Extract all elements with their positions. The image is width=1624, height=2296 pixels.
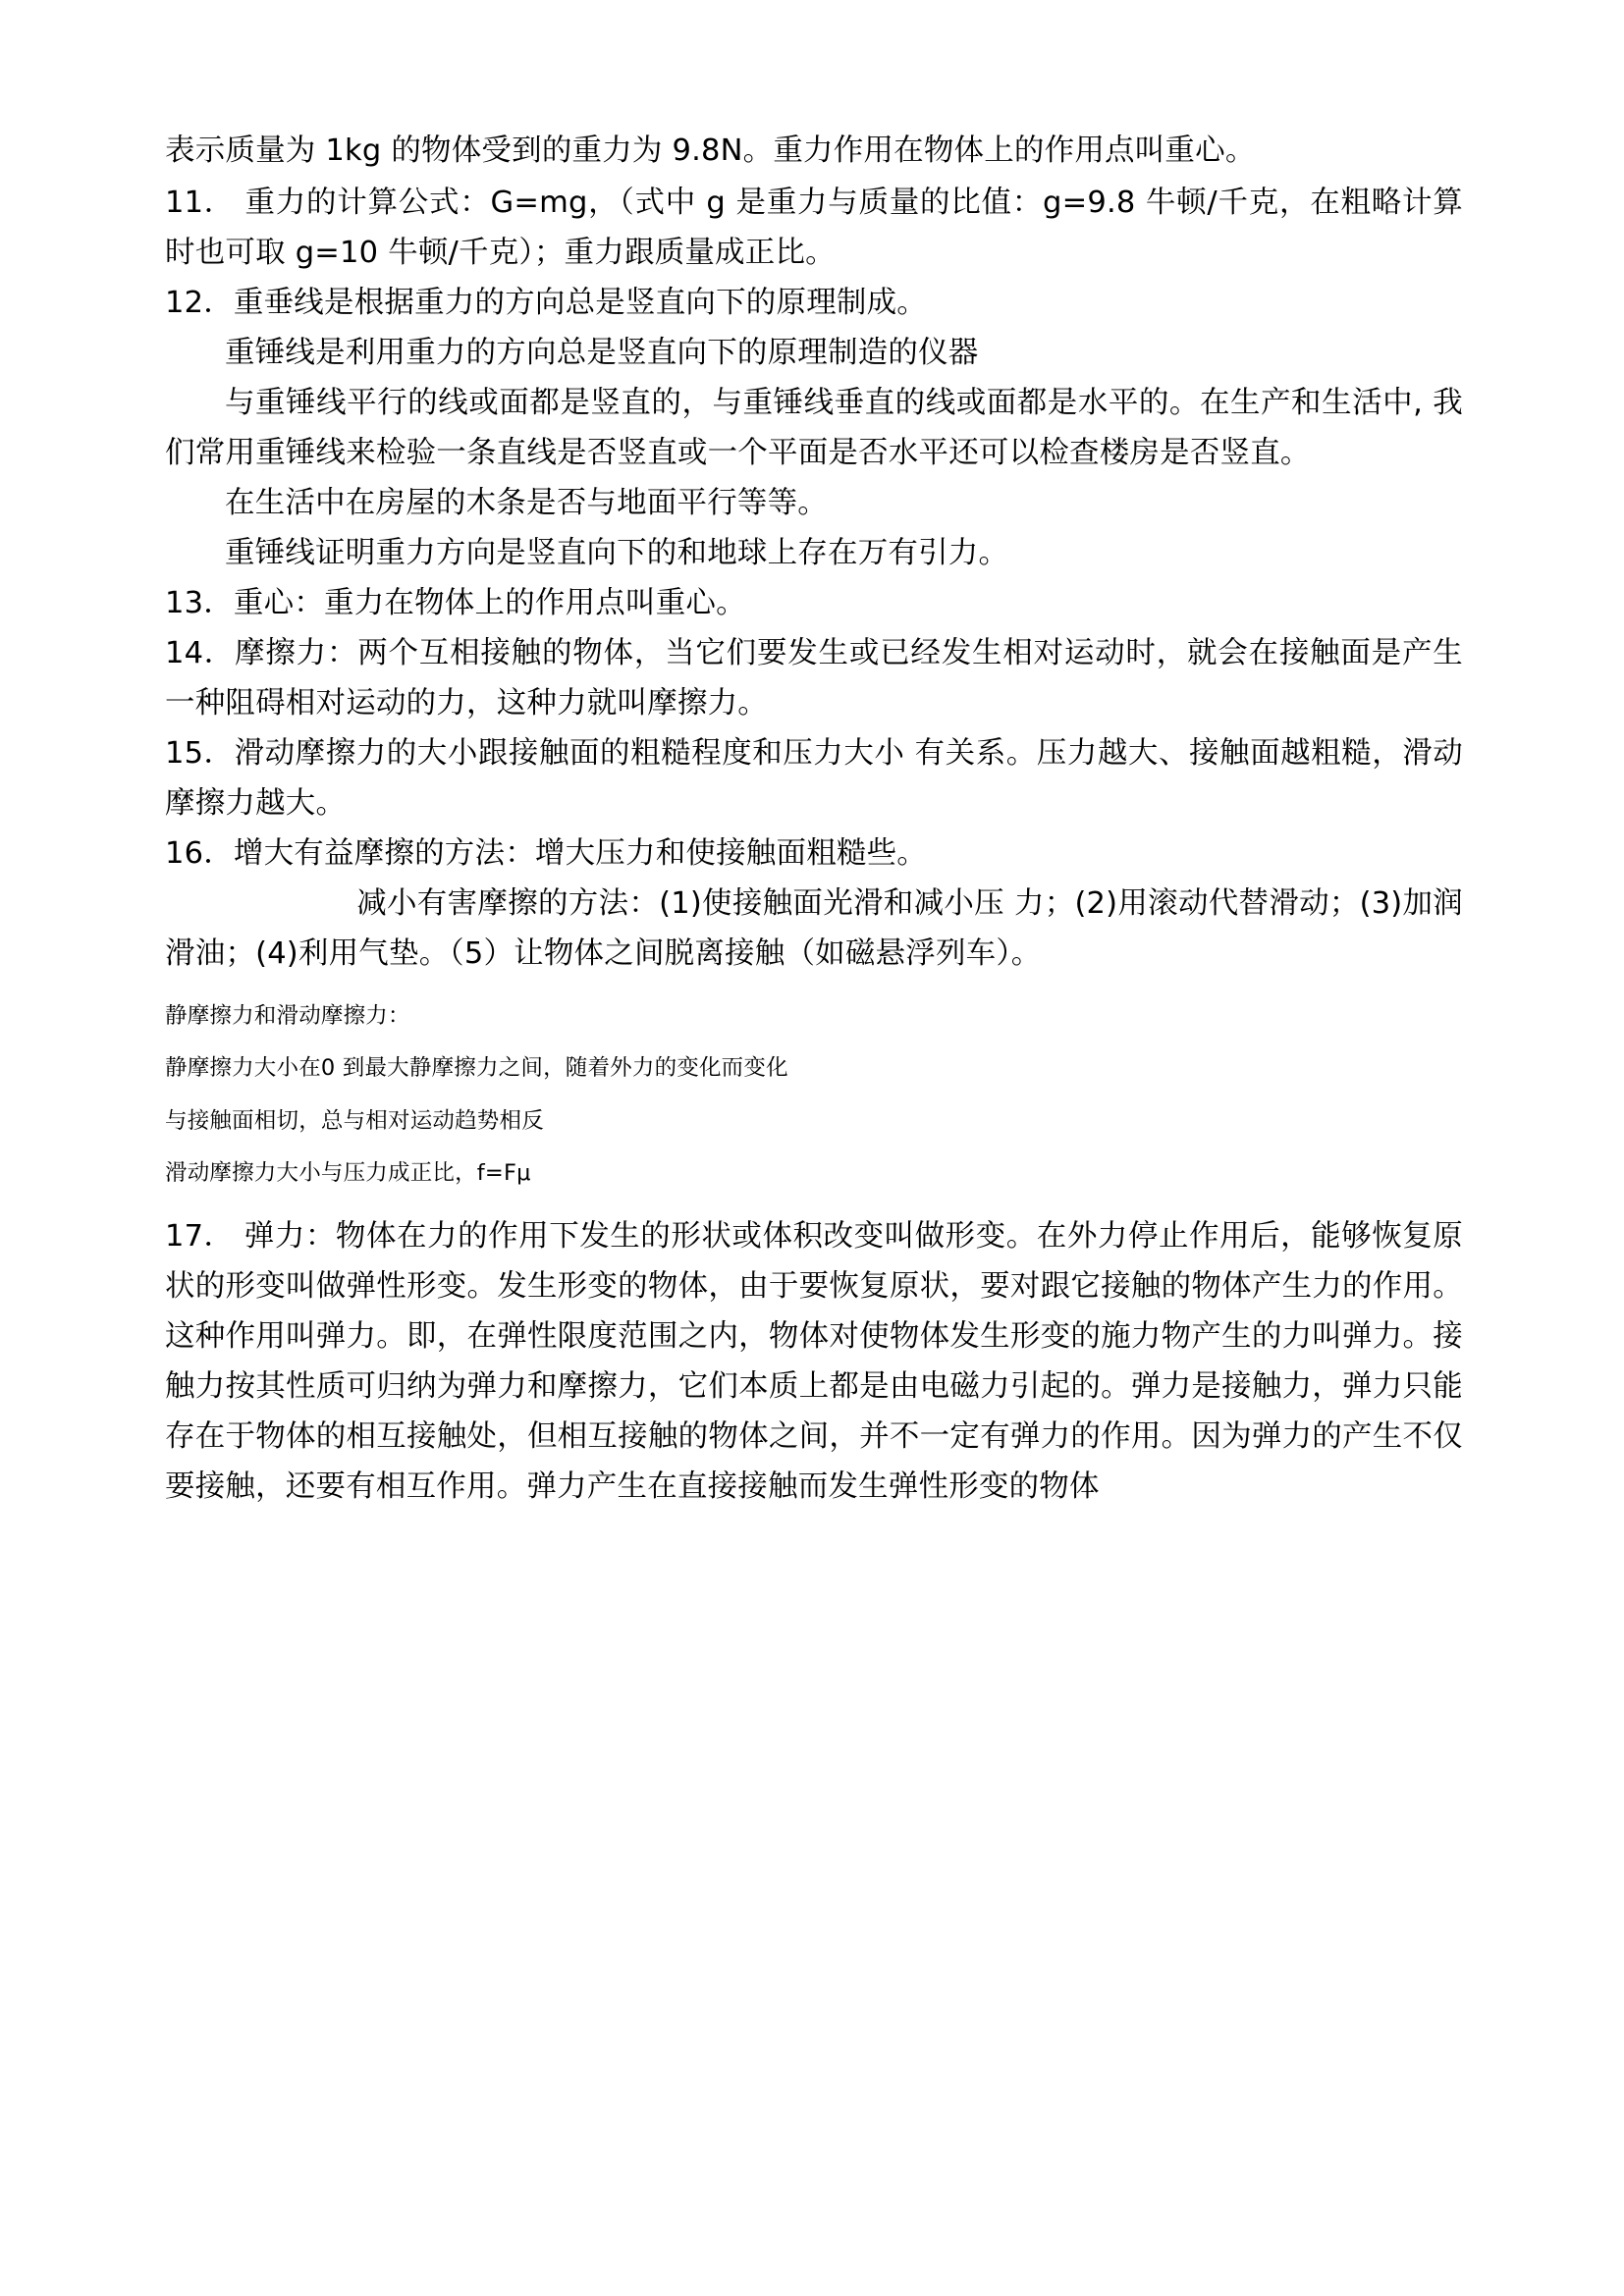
note-line-3: 与接触面相切，总与相对运动趋势相反 xyxy=(165,1107,544,1134)
document-body xyxy=(165,126,1463,1512)
list-item-16: 16．增大有益摩擦的方法：增大压力和使接触面粗糙些。 xyxy=(165,836,928,871)
paragraph-12-sub-1: 重锤线是利用重力的方向总是竖直向下的原理制造的仪器 xyxy=(225,336,979,370)
paragraph-16-sub: 减小有害摩擦的方法：(1)使接触面光滑和减小压 力；(2)用滚动代替滑动；(3)加润滑油；(4)利用气垫。（5）让物体之间脱离接触（如磁悬浮列车）。 xyxy=(165,886,1463,971)
list-item-15: 15．滑动摩擦力的大小跟接触面的粗糙程度和压力大小 有关系。压力越大、接触面越粗糙，滑动摩擦力越大。 xyxy=(165,736,1463,821)
paragraph-12-sub-3: 在生活中在房屋的木条是否与地面平行等等。 xyxy=(225,486,828,520)
list-item-17: 17． 弹力：物体在力的作用下发生的形状或体积改变叫做形变。在外力停止作用后，能够恢复原状的形变叫做弹性形变。发生形变的物体，由于要恢复原状，要对跟它接触的物体产生力的作用。这种作用叫弹力。即，在弹性限度范围之内，物体对使物体发生形变的施力物产生的力叫弹力。接触力按其性质可归纳为弹力和摩擦力，它们本质上都是由电磁力引起的。弹力是接触力，弹力只能存在于物体的相互接触处，但相互接触的物体之间，并不一定有弹力的作用。因为弹力的产生不仅要接触，还要有相互作用。弹力产生在直接接触而发生弹性形变的物体 xyxy=(165,1218,1463,1504)
note-line-2: 静摩擦力大小在0 到最大静摩擦力之间，随着外力的变化而变化 xyxy=(165,1055,788,1081)
paragraph-12-sub-2: 与重锤线平行的线或面都是竖直的，与重锤线垂直的线或面都是水平的。在生产和生活中, 我们常用重锤线来检验一条直线是否竖直或一个平面是否水平还可以检查楼房是否竖直。 xyxy=(165,386,1463,470)
list-item-14: 14．摩擦力：两个互相接触的物体，当它们要发生或已经发生相对运动时，就会在接触面是产生一种阻碍相对运动的力，这种力就叫摩擦力。 xyxy=(165,636,1463,721)
list-item-13: 13．重心：重力在物体上的作用点叫重心。 xyxy=(165,586,746,620)
note-line-1: 静摩擦力和滑动摩擦力： xyxy=(165,1002,410,1029)
paragraph-12-sub-4: 重锤线证明重力方向是竖直向下的和地球上存在万有引力。 xyxy=(225,536,1009,570)
list-item-11: 11． 重力的计算公式：G=mg，（式中 g 是重力与质量的比值：g=9.8 牛顿/千克，在粗略计算时也可取 g=10 牛顿/千克）；重力跟质量成正比。 xyxy=(165,186,1463,270)
paragraph-lead: 表示质量为 1kg 的物体受到的重力为 9.8N。重力作用在物体上的作用点叫重心。 xyxy=(165,133,1256,168)
note-line-4: 滑动摩擦力大小与压力成正比，f=Fμ xyxy=(165,1160,531,1186)
list-item-12: 12．重垂线是根据重力的方向总是竖直向下的原理制成。 xyxy=(165,286,928,320)
